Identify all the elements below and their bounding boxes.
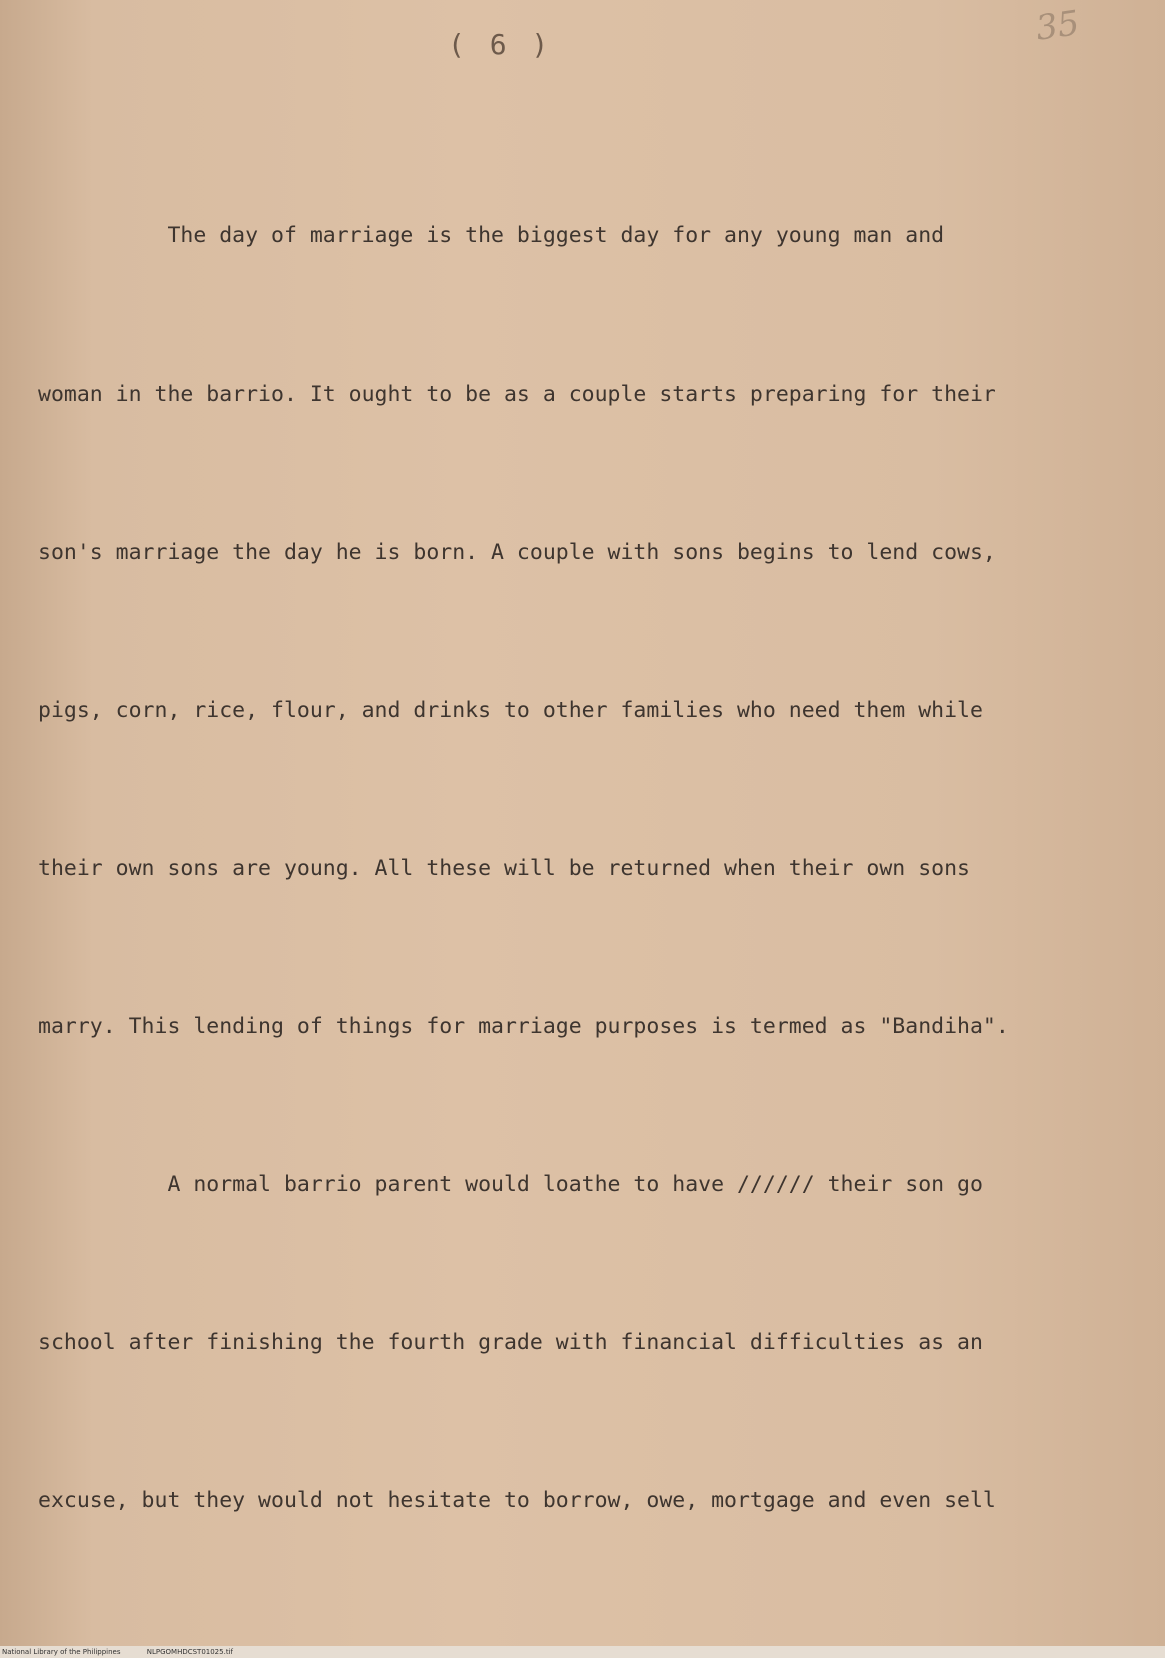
body-line: school after finishing the fourth grade with financial difficulties as an <box>38 1330 983 1356</box>
body-line: marry. This lending of things for marriage purposes is termed as "Bandiha". <box>38 1013 1009 1039</box>
footer-institution: National Library of the Philippines <box>2 1648 121 1656</box>
folio-number: 35 <box>1033 3 1082 49</box>
footer-file-id: NLPGOMHDCST01025.tif <box>146 1648 233 1656</box>
body-line: woman in the barrio. It ought to be as a couple starts preparing for their <box>38 381 996 407</box>
body-text <box>38 105 1078 1646</box>
body-line <box>38 1633 1078 1646</box>
page-number: ( 6 ) <box>448 28 553 61</box>
body-line: pigs, corn, rice, flour, and drinks to other families who need them while <box>38 697 983 723</box>
body-line: excuse, but they would not hesitate to borrow, owe, mortgage and even sell <box>38 1488 996 1514</box>
body-line: son's marriage the day he is born. A couple with sons begins to lend cows, <box>38 539 996 565</box>
body-line: The day of marriage is the biggest day for any young man and <box>38 223 945 249</box>
body-line: their own sons are young. All these will be returned when their own sons <box>38 855 970 881</box>
archive-footer <box>0 1646 1165 1658</box>
body-line: A normal barrio parent would loathe to have ////// their son go <box>38 1171 983 1197</box>
